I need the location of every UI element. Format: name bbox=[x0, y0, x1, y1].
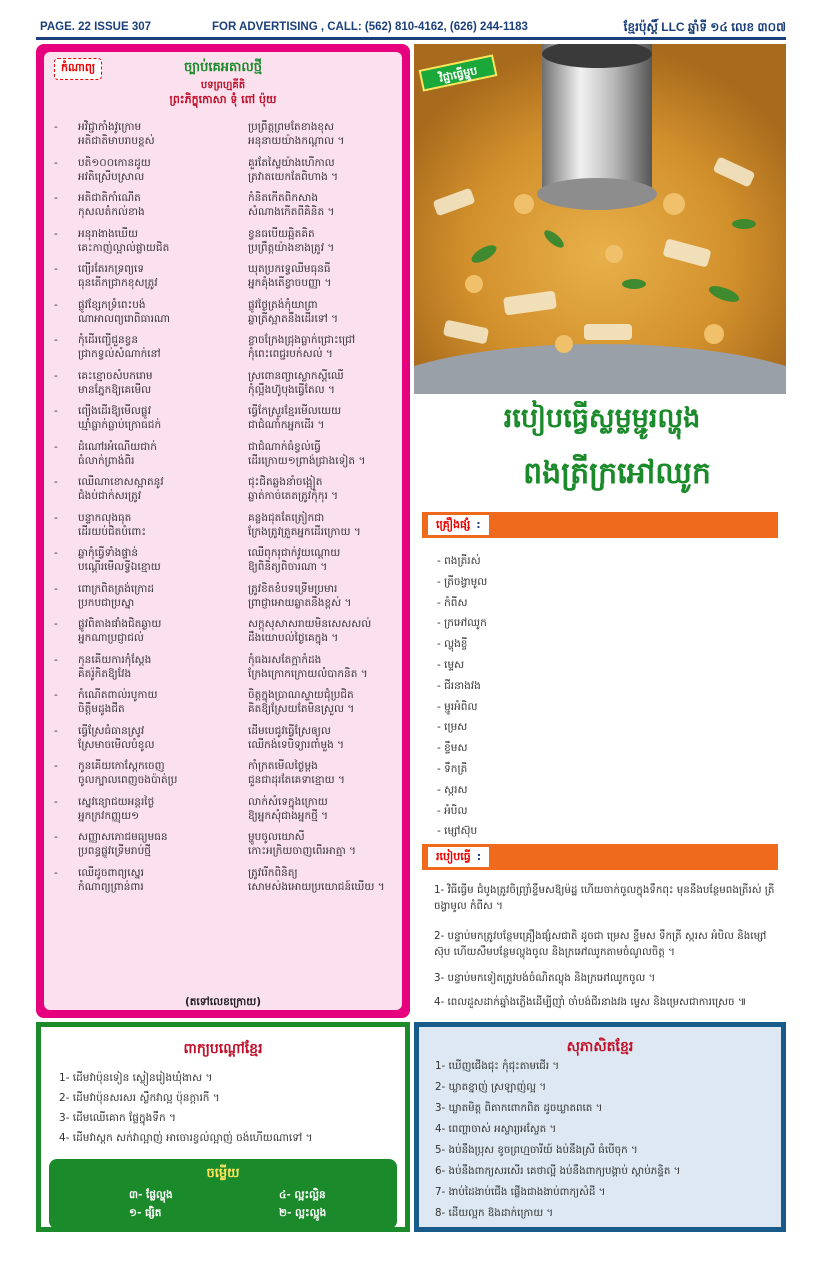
poem-line: ឈើពុករុជាក់វូយណ្ដោយ bbox=[248, 547, 341, 559]
poem-line: ធ្វើស្រែធំធានស្រូវ bbox=[78, 724, 145, 737]
stanza-left bbox=[78, 511, 248, 539]
poem-stanza bbox=[44, 404, 402, 432]
poem-line: សក្ដុសុសាសរាយមិនសេសសល់ bbox=[248, 618, 372, 630]
proverb-line: 1- ដើមវាប៉ុនទៀន ស្លៀនរៀងឃុំងាស ។ bbox=[59, 1072, 213, 1084]
poem-line: ជុះជិតឆ្លងនាំចង្អៀត bbox=[248, 476, 323, 488]
stanza-dash: - bbox=[54, 192, 58, 204]
stanza-left bbox=[78, 404, 248, 432]
stanza-dash: - bbox=[54, 121, 58, 133]
poem-line: អតិជាតិកាំណើត bbox=[78, 192, 141, 204]
poem-line: ឆ្លាកុំធ្វើទាំងផ្ទាន់ bbox=[78, 547, 138, 559]
poem-line: គិតរ៉ូកិតឱ្យវែង bbox=[78, 667, 132, 680]
poem-line: កុសលតំកល់ខាង bbox=[78, 206, 145, 218]
poem-line: ក្រែងត្រូវត្រួតអ្នកដើរក្រោយ ។ bbox=[248, 525, 361, 538]
publication-brand: ខ្មែរប៉ុស្តិ៍ LLC ឆ្នាំទី ១៤ លេខ ៣០៧ bbox=[623, 20, 786, 34]
stanza-left bbox=[78, 298, 248, 326]
poem-tag: កំណាព្យ bbox=[54, 58, 102, 80]
poem-line: ដំណៅរអំណើយជាក់ bbox=[78, 440, 157, 453]
poem-line: ឃ្មាំធ្លាក់ធ្លាប់ក្រោធជក់ bbox=[78, 419, 162, 431]
stanza-right bbox=[248, 653, 398, 681]
stanza-right bbox=[248, 120, 398, 148]
ingredient-item bbox=[437, 614, 637, 632]
stanza-right bbox=[248, 546, 398, 574]
method-step: 3- បន្ទាប់មកទៀតត្រូវបង់ចំណិតល្ហុង និងក្រអៅឈូកចូល ។ bbox=[434, 972, 656, 984]
poem-stanza bbox=[44, 759, 402, 787]
poem-line: ផ្លូវខ្សែកទ្រំពេះបង់ bbox=[78, 298, 146, 311]
poem-line: ចិត្តក្នុងប្រាណស្ទាយជុំប្រជិត bbox=[248, 689, 354, 701]
stanza-left bbox=[78, 582, 248, 610]
poem-line: ឃុតប្រកទ្វេឈីមធុនធី bbox=[248, 263, 331, 275]
poem-line: កុំពេះពេជ្ជរបក់សល់ ។ bbox=[248, 348, 333, 360]
ingredient-item bbox=[437, 822, 637, 840]
poem-line: ឆ្លាត់កាច់តេតត្រូវកុំកុរ ។ bbox=[248, 490, 339, 502]
stanza-dash: - bbox=[54, 653, 58, 666]
answer-item: ៣- ផ្លែល្ហុង bbox=[129, 1189, 173, 1201]
poem-stanza bbox=[44, 724, 402, 752]
poem-author: ព្រះភិក្ខុកោសា ទុំ ពៅ ប៉ុយ bbox=[169, 93, 277, 106]
poem-panel-inner bbox=[44, 52, 402, 1010]
poem-line: សំណាងកើតពីគិនិត ។ bbox=[248, 206, 335, 218]
poem-line: គេះខ្មោចសំបករោម bbox=[78, 369, 153, 382]
proverbs-panel-inner bbox=[41, 1027, 405, 1227]
poem-line: ព្រាជ្ញាអោយឆ្លាតនឹងខ្ពស់ ។ bbox=[248, 596, 352, 609]
poem-line: ដើរក្រោយ១ព្រាង់ជ្រាងទៀត ។ bbox=[248, 454, 366, 467]
poem-stanza bbox=[44, 227, 402, 255]
recipe-title-line2: ពងត្រីក្រអៅឈូក bbox=[523, 456, 711, 491]
poem-line: ឈើណាខោសស្អាតនូវ bbox=[78, 476, 164, 488]
poem-line: គេះកាញ់ល្អាល់ផ្លាយជិត bbox=[78, 241, 170, 254]
poem-line: ដឹងយោបល់ថ្ងៃគេក្នុង ។ bbox=[248, 632, 339, 644]
cooking-badge: វិជ្ជាធ្វើម្ហូប bbox=[419, 54, 498, 91]
page-number: PAGE. 22 ISSUE 307 bbox=[40, 21, 152, 33]
poem-stanza bbox=[44, 475, 402, 503]
poem-line: កុំល្អឹងហ៊ូបុងធ្វើតែល ។ bbox=[248, 383, 335, 396]
poem-line: បតិ១០០កោនដូយ bbox=[78, 156, 151, 169]
poem-line: កុំធងរសតែក្អាកំដង bbox=[248, 653, 322, 666]
ingredient-dash: - bbox=[437, 659, 445, 671]
stanza-left bbox=[78, 830, 248, 858]
stanza-right bbox=[248, 617, 398, 645]
stanza-right bbox=[248, 156, 398, 184]
soup-hotpot-illustration bbox=[414, 44, 786, 394]
stanza-dash: - bbox=[54, 618, 58, 630]
poem-panel bbox=[36, 44, 410, 1018]
ingredient-dash: - bbox=[437, 763, 445, 775]
stanza-dash: - bbox=[54, 511, 58, 524]
poem-line: កូនគើយកោស្ដែកចេញ bbox=[78, 760, 165, 772]
stanza-dash: - bbox=[54, 156, 58, 169]
poem-line: ជួនជាដុរតែគេទាខ្មោយ ។ bbox=[248, 774, 345, 786]
stanza-right bbox=[248, 475, 398, 503]
ingredient-item bbox=[437, 656, 637, 674]
poem-line: ឈើដូចពាព្យស្នេរ bbox=[78, 866, 144, 879]
poem-title: ច្បាប់គេអតាលថ្មី bbox=[184, 60, 262, 75]
poem-line: ជ្រាកទ្វល់សំណាក់នៅ bbox=[78, 348, 161, 360]
stanza-dash: - bbox=[54, 866, 58, 879]
poem-line: ធ្វើកែស្រួរខ្មែរមើលយេយ bbox=[248, 405, 342, 417]
ingredient-dash: - bbox=[437, 783, 445, 796]
poem-line: សញ្ញាសភោជមធ្យមធន bbox=[78, 831, 168, 843]
ingredient-name: ជីរនាងវង bbox=[444, 679, 481, 692]
method-label: របៀបធ្វើ bbox=[436, 850, 471, 863]
ingredient-name: ល្ហុងខ្ចី bbox=[444, 638, 468, 651]
method-header-bar bbox=[422, 844, 778, 870]
stanza-right bbox=[248, 404, 398, 432]
poem-line: ជំងប់ជាក់សរត្រូវ bbox=[78, 490, 142, 502]
poem-line: ម្ហូបចូលយោសី bbox=[248, 831, 305, 843]
stanza-left bbox=[78, 475, 248, 503]
stanza-left bbox=[78, 866, 248, 894]
poem-stanza bbox=[44, 120, 402, 148]
answers-title: ចម្លើយ bbox=[206, 1166, 240, 1181]
poem-line: គិតឱ្យស្រែយតែមិនស្រួល ។ bbox=[248, 703, 355, 715]
poem-line: ស្រពោនញ្ចាស្លោកស្តីឈើ bbox=[248, 369, 344, 382]
poem-line: ត្រវាតយេកតែពិហាង ។ bbox=[248, 170, 339, 183]
sayings-panel-inner bbox=[419, 1027, 781, 1227]
ingredients-label-box: គ្រឿងផ្សំ : bbox=[428, 515, 489, 535]
sayings-title: សុភាសិតខ្មែរ bbox=[566, 1039, 634, 1055]
proverb-line: 2- ដើមវាប៉ុនសរសរ ស្លឹកវាល្អ ប៉ុនក្ដារកី ។ bbox=[59, 1092, 220, 1104]
stanza-right bbox=[248, 298, 398, 326]
poem-line: អ្នកគុំងតើខ្វាចបញ្ញា ។ bbox=[248, 277, 332, 289]
poem-line: ប្រព្រឹត្តព្រមតែខាងខុស bbox=[248, 121, 335, 133]
ingredient-item bbox=[437, 739, 637, 757]
stanza-right bbox=[248, 582, 398, 610]
poem-line: ព្យើងដើរឱ្យមើលផ្លូវ bbox=[78, 405, 151, 417]
page-header bbox=[36, 18, 786, 38]
poem-line: កាំក្រតមើលថ្ងៃម្ដង bbox=[248, 760, 318, 772]
poem-line: គួរតែស្ទៃយ៉ាងហើកាល bbox=[248, 156, 335, 169]
stanza-dash: - bbox=[54, 440, 58, 453]
poem-line: កំណាព្យព្រាន់ពារ bbox=[78, 880, 144, 893]
ingredient-dash: - bbox=[437, 555, 445, 567]
poem-line: អនុរាងាងឃើយ bbox=[78, 227, 138, 240]
stanza-right bbox=[248, 759, 398, 787]
stanza-right bbox=[248, 333, 398, 361]
poem-line: ធុនតើកជ្រាកខុសត្រូវ bbox=[78, 277, 158, 289]
poem-stanza bbox=[44, 333, 402, 361]
ingredient-dash: - bbox=[437, 700, 445, 713]
poem-line: ជាជំណាក់ធំខ្វល់ធ្វើ bbox=[248, 440, 321, 453]
ingredient-item bbox=[437, 698, 637, 716]
poem-line: ត្រូវរើកពិនិត្យ bbox=[248, 866, 298, 879]
method-step: 2- បន្ទាប់មកត្រូវបន្ថែមគ្រឿងផ្សំសជាតិ ដូចជា ម្រេស ខ្ទឹមស ទឹកត្រី ស្ករស អំបិល និងម្សៅស៊ុប ហើយសឹមបន្ថែមល្ហុងចូល និងក្រអៅឈូកតាមចំណូលចិត្ត ។ bbox=[434, 930, 767, 958]
saying-line: 5- ងប់នឹងប្រុស ខូចព្រហ្មចារីយ៍ ងប់នឹងស្រី ធំបើចុក ។ bbox=[435, 1144, 638, 1156]
stanza-right bbox=[248, 262, 398, 290]
ingredient-item bbox=[437, 552, 637, 570]
poem-line: ស្នេវន្យោជយអន្តរថ្ងៃ bbox=[78, 795, 155, 808]
poem-line: មានភ្នែកឱ្យគេមើល bbox=[78, 383, 152, 396]
poem-stanza bbox=[44, 262, 402, 290]
stanza-left bbox=[78, 156, 248, 184]
proverb-line: 4- ដើមវាស្ដក សក់វាល្អាញ់ អាចោរខ្វល់ល្អាញ់ ចង់ហើយណាទៅ ។ bbox=[59, 1132, 313, 1144]
stanza-dash: - bbox=[54, 334, 58, 346]
poem-stanza bbox=[44, 191, 402, 219]
stanza-left bbox=[78, 227, 248, 255]
ingredient-name: ម្ទេស bbox=[444, 659, 465, 671]
poem-stanza bbox=[44, 866, 402, 894]
stanza-left bbox=[78, 369, 248, 397]
ingredient-item bbox=[437, 594, 637, 612]
ingredient-name: ពងត្រីរស់ bbox=[444, 555, 481, 567]
answer-item: ២- ល្អះល្អូង bbox=[279, 1207, 327, 1219]
stanza-right bbox=[248, 369, 398, 397]
ingredient-dash: - bbox=[437, 617, 445, 630]
poem-line: កំណើតពាល់របូកាយ bbox=[78, 689, 158, 701]
poem-line: ធំលាក់ព្រាង់ពិរ bbox=[78, 454, 135, 467]
stanza-dash: - bbox=[54, 724, 58, 737]
stanza-dash: - bbox=[54, 405, 58, 417]
answer-item: ៤- ល្អះល្អិន bbox=[279, 1189, 326, 1201]
stanza-left bbox=[78, 724, 248, 752]
saying-line: 6- ងប់នឹងពាក្យសរសើរ គេថាល្អី ងប់នឹងពាក្យបង្គាប់ ស្ដាប់ភន្ទិត ។ bbox=[435, 1165, 681, 1177]
stanza-right bbox=[248, 724, 398, 752]
poem-line: ដើមបេជូវធ្វើស្រែឲ្យល bbox=[248, 724, 331, 737]
ingredient-dash: - bbox=[437, 742, 445, 755]
ingredient-item bbox=[437, 802, 637, 820]
poem-line: អវិជ្ជាកាំងវូក្រោម bbox=[78, 121, 142, 133]
poem-stanza bbox=[44, 440, 402, 468]
saying-line: 7- ងាប់ដៃងាប់ជើង ផ្លើងជាងងាប់ពាក្យសំដី ។ bbox=[435, 1186, 606, 1198]
stanza-left bbox=[78, 653, 248, 681]
answer-item: ១- ផ្សិត bbox=[129, 1207, 162, 1219]
ingredient-name: ត្រីចង្វាមូល bbox=[444, 575, 488, 588]
saying-line: 1- ឃើញជើងជុះ កុំជុះតាមជើរ ។ bbox=[435, 1060, 560, 1072]
poem-line: ក្រែងក្រោកក្រោយលំបាកនិត ។ bbox=[248, 667, 368, 680]
poem-line: កោះអក្រិយចាញពើរអាត្មា ។ bbox=[248, 845, 356, 857]
poem-line: អតិជាតិមាបរាបខ្ពស់ bbox=[78, 135, 155, 147]
stanza-right bbox=[248, 227, 398, 255]
poem-stanza bbox=[44, 546, 402, 574]
ingredient-name: ទឹកត្រី bbox=[444, 763, 468, 775]
sayings-panel bbox=[414, 1022, 786, 1232]
poem-stanza bbox=[44, 795, 402, 823]
poem-line: អវតិស្រើបស្រាល bbox=[78, 170, 145, 183]
poem-line: ស្រែមាចមើលបំខូល bbox=[78, 738, 155, 751]
answers-box bbox=[49, 1159, 397, 1229]
stanza-left bbox=[78, 759, 248, 787]
ingredient-name: ម្រេស bbox=[444, 721, 468, 734]
stanza-left bbox=[78, 191, 248, 219]
stanza-left bbox=[78, 440, 248, 468]
poem-stanza bbox=[44, 156, 402, 184]
poem-stanza bbox=[44, 688, 402, 716]
poem-line: ចូលក្បាលពេញចងប៉ាត់ប្រ bbox=[78, 774, 178, 786]
stanza-dash: - bbox=[54, 298, 58, 311]
ingredients-label: គ្រឿងផ្សំ bbox=[436, 518, 471, 531]
poem-stanza bbox=[44, 653, 402, 681]
saying-line: 4- ពេញ្ហាចាស់ អស្ចារ្យអស្ចែត ។ bbox=[435, 1123, 557, 1135]
proverb-line: 3- ដើមឈើគោក ផ្លែក្នុងទឹក ។ bbox=[59, 1112, 176, 1124]
stanza-left bbox=[78, 795, 248, 823]
ingredient-dash: - bbox=[437, 596, 445, 609]
stanza-left bbox=[78, 617, 248, 645]
poem-line: ឱ្យពិនិត្យពិចារណា ។ bbox=[248, 561, 328, 573]
ingredient-name: កំពីស bbox=[444, 596, 468, 609]
poem-line: ឆ្លាត្រីស្អាតនឹងដើរទៅ ។ bbox=[248, 312, 339, 325]
stanza-right bbox=[248, 795, 398, 823]
poem-line: កុនគើយការកុំស្ដែង bbox=[78, 653, 152, 666]
poem-line: ខ្វនធបើយឆ្អិតគិត bbox=[248, 227, 315, 240]
poem-stanza bbox=[44, 298, 402, 326]
saying-line: 3- ឃ្លាតមិត្ត ពិតាកពោកពិត ដូចឃ្លាតពតេ ។ bbox=[435, 1102, 603, 1114]
poem-line: ចិត្តឹមដូងជីត bbox=[78, 703, 125, 715]
poem-line: លាក់សំទេក្នុងក្រោយ bbox=[248, 795, 328, 808]
poem-line: ណាអាលព្យរោពិធារណា bbox=[78, 312, 171, 325]
soup-photo bbox=[414, 44, 786, 394]
stanza-left bbox=[78, 333, 248, 361]
header-rule bbox=[36, 37, 786, 40]
poem-line: ប្រព្រឹត្តយ៉ាងខាងត្រូវ ។ bbox=[248, 241, 335, 254]
ingredient-item bbox=[437, 718, 637, 736]
stanza-dash: - bbox=[54, 760, 58, 772]
ingredient-name: អំបិល bbox=[444, 804, 468, 817]
poem-line: ប្រកបជាប្រស្នា bbox=[78, 596, 135, 609]
poem-line: គន្លងជុតតែត្រៀកជា bbox=[248, 511, 325, 524]
saying-line: 8- ដើយល្អក ឱងដាក់ក្រោយ ។ bbox=[435, 1207, 554, 1219]
stanza-dash: - bbox=[54, 369, 58, 382]
recipe-title-line1: របៀបធ្វើស្លម្លម្ជូរល្ហុង bbox=[503, 403, 701, 434]
proverbs-title: ពាក្យបណ្ដៅខ្មែរ bbox=[183, 1041, 263, 1057]
poem-continued: (តទៅលេខក្រោយ) bbox=[184, 996, 262, 1008]
stanza-left bbox=[78, 120, 248, 148]
poem-line: បណ្ដើរមើលទ្វីឯខ្មោយ bbox=[78, 561, 161, 573]
ingredients-header-bar bbox=[422, 512, 778, 538]
ingredient-dash: - bbox=[437, 575, 445, 588]
ingredient-dash: - bbox=[437, 638, 445, 651]
ingredient-name: ម្ជូរអំពិល bbox=[444, 700, 478, 713]
ingredient-item bbox=[437, 760, 637, 778]
ingredient-item bbox=[437, 677, 637, 695]
ingredient-name: ម្សៅស៊ុប bbox=[444, 825, 478, 838]
ingredient-name: ក្រអៅឈូក bbox=[444, 617, 487, 630]
poem-subtitle: បទព្រហ្មគីតិ bbox=[200, 80, 246, 91]
stanza-right bbox=[248, 830, 398, 858]
stanza-dash: - bbox=[54, 547, 58, 559]
stanza-dash: - bbox=[54, 476, 58, 488]
poem-stanza bbox=[44, 617, 402, 645]
saying-line: 2- ឃ្លាតខ្នាញ់ ស្រឡាញ់ល្អ ។ bbox=[435, 1081, 547, 1093]
method-label-box: របៀបធ្វើ : bbox=[428, 847, 489, 867]
stanza-dash: - bbox=[54, 582, 58, 595]
poem-line: កុំដើរញ្ជើជួនខ្វន bbox=[78, 334, 138, 346]
ingredient-dash: - bbox=[437, 804, 445, 817]
poem-line: ព្យើរតែរកទ្រព្យទេ bbox=[78, 263, 145, 275]
stanza-dash: - bbox=[54, 263, 58, 275]
stanza-dash: - bbox=[54, 227, 58, 240]
poem-line: ដើរយប់ជិតបំពោះ bbox=[78, 525, 146, 538]
poem-line: ខ្លាចក្រែងជ្រុងធ្លាក់ជ្រោះជ្រៅ bbox=[248, 334, 356, 346]
poem-line: ប្រពន្ធផ្លូវទ្រើមរាប់ថ្មី bbox=[78, 845, 151, 857]
stanza-dash: - bbox=[54, 795, 58, 808]
stanza-right bbox=[248, 191, 398, 219]
poem-line: ពោក្រពិតត្រង់ក្រោដ bbox=[78, 582, 155, 595]
ingredient-item bbox=[437, 573, 637, 591]
poem-line: អ្នកក្រវកញ្ញុយ១ bbox=[78, 809, 140, 822]
poem-stanza bbox=[44, 582, 402, 610]
poem-line: ត្រូវខិតខំបទទ្រើមប្រមារ bbox=[248, 582, 338, 595]
stanza-right bbox=[248, 511, 398, 539]
ingredient-dash: - bbox=[437, 679, 445, 692]
poem-stanza bbox=[44, 369, 402, 397]
poem-line: អ្នកណាប្រជ្ញាជល់ bbox=[78, 632, 144, 644]
stanza-left bbox=[78, 262, 248, 290]
poem-line: កំនិតកើតពិកសាង bbox=[248, 192, 318, 204]
advertising-line: FOR ADVERTISING , CALL: (562) 810-4162, (626) 244-1183 bbox=[212, 21, 528, 33]
method-step: 4- ពេលដួសដាក់ឆ្នាំងភ្លើងដើម្បីញ៉ាំ ចាំបង់ជីរនាងវង ម្ទេស និងម្រេសជាការស្រេច ៕ bbox=[434, 996, 747, 1008]
poem-line: ផ្លូវពិតាងផាំងជិតឆ្ងាយ bbox=[78, 618, 162, 630]
ingredient-item bbox=[437, 781, 637, 799]
ingredient-item bbox=[437, 635, 637, 653]
ingredient-dash: - bbox=[437, 825, 445, 838]
stanza-right bbox=[248, 688, 398, 716]
ingredient-name: ស្ករស bbox=[444, 783, 468, 796]
poem-stanza bbox=[44, 830, 402, 858]
method-step: 1- វិធីធ្វើម ជំបូងត្រូវចិញ្ច្រាំខ្ទឹមសឱ្យម៉ដ្ឋ ហើយចាក់ចូលក្នុងទឹកពុះ មុននឹងបន្ថែមពងត្រីរស់ ត្រីចង្វាមូល កំពីស ។ bbox=[434, 884, 775, 912]
poem-line: ជាជំណាំកអ្នកដើរ ។ bbox=[248, 419, 325, 431]
stanza-dash: - bbox=[54, 689, 58, 701]
stanza-right bbox=[248, 440, 398, 468]
ingredient-name: ខ្ទឹមស bbox=[444, 742, 468, 755]
stanza-left bbox=[78, 688, 248, 716]
poem-line: សោមស់ងអោយប្រយោជន៍ឃើយ ។ bbox=[248, 880, 385, 893]
poem-line: ឈើកង់ទេបិទ្យារពាំមួង ។ bbox=[248, 738, 345, 751]
stanza-left bbox=[78, 546, 248, 574]
stanza-right bbox=[248, 866, 398, 894]
poem-line: បន្ទាកលុងធុត bbox=[78, 511, 132, 524]
poem-line: ផ្លូវថ្ងៃត្រង់កុំយាព្រា bbox=[248, 298, 318, 311]
proverbs-panel bbox=[36, 1022, 410, 1232]
stanza-dash: - bbox=[54, 831, 58, 843]
ingredient-dash: - bbox=[437, 721, 445, 734]
poem-stanza bbox=[44, 511, 402, 539]
poem-line: អនុនាយយ៉ាងកណ្ដាល ។ bbox=[248, 135, 345, 147]
poem-line: ឱ្យអ្នកសុំជាងអ្នកថ្មី ។ bbox=[248, 809, 329, 822]
